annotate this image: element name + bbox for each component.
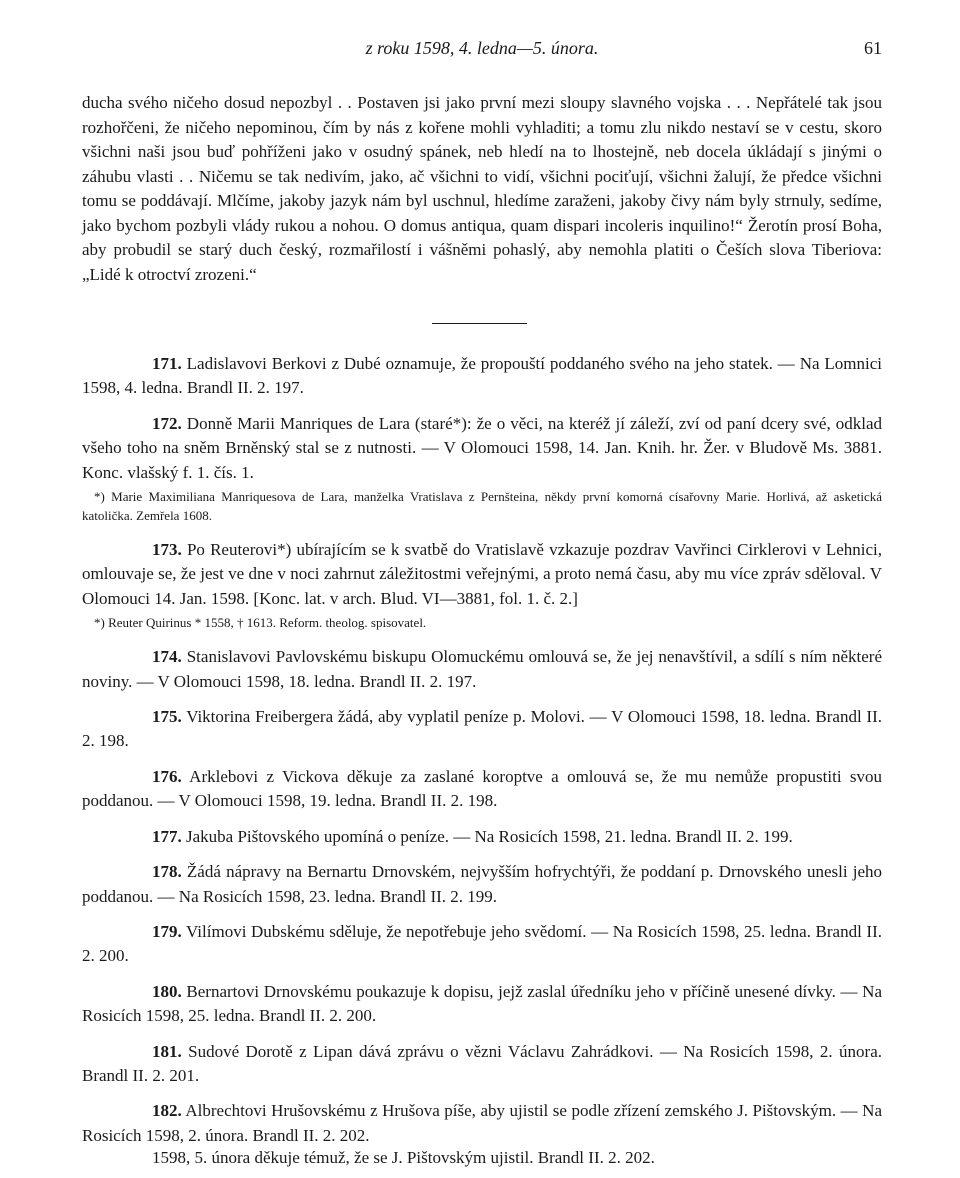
entry-number: 176.: [152, 766, 182, 786]
entry-172: [82, 412, 882, 485]
entry-text: Bernartovi Drnovskému poukazuje k dopisu, jejž zaslal úředníku jeho v příčině unesené dívky. — Na Rosicích 1598, 25. ledna. Brandl II. 2. 200.: [82, 981, 883, 1026]
entry-text: Žádá nápravy na Bernartu Drnovském, nejvyšším hofrychtýři, že poddaní p. Drnovského unesli jeho poddanou. — Na Rosicích 1598, 23. ledna. Brandl II. 2. 199.: [82, 862, 883, 906]
entry-182-continuation: 1598, 5. února děkuje témuž, že se J. Pištovským ujistil. Brandl II. 2. 202.: [152, 1148, 655, 1168]
entries-list: [82, 352, 882, 1170]
entry-text: Ladislavovi Berkovi z Dubé oznamuje, že propouští poddaného svého na jeho statek. — Na Lomnici 1598, 4. ledna. Brandl II. 2. 197.: [82, 354, 882, 398]
entry-text: Albrechtovi Hrušovskému z Hrušova píše, aby ujistil se podle zřízení zemského J. Pištovským. — Na Rosicích 1598, 2. února. Brandl II. 2. 202.: [82, 1101, 883, 1145]
entry-number: 179.: [152, 921, 182, 941]
entry-text: Po Reuterovi*) ubírajícím se k svatbě do Vratislavě vzkazuje pozdrav Vavřinci Cirklerovi v Lehnici, omlouvaje se, že jest ve dne v noci zahrnut záležitostmi veřejnými, a proto nemá času, aby mu více zpráv sděloval. V Olomouci 14. Jan. 1598. [Konc. lat. v arch. Blud. VI—3881, fol. 1. č. 2.]: [82, 540, 882, 608]
entry-176: [82, 765, 882, 814]
entry-text: Arklebovi z Vickova děkuje za zaslané koroptve a omlouvá se, že mu nemůže propustiti svou poddanou. — V Olomouci 1598, 19. ledna. Brandl II. 2. 198.: [82, 766, 883, 811]
entry-number: 181.: [152, 1041, 182, 1061]
running-header: [82, 38, 882, 64]
section-divider: [432, 323, 527, 324]
entry-174: [82, 645, 882, 694]
entry-177: [82, 825, 882, 849]
entry-number: 180.: [152, 981, 182, 1001]
entry-181: [82, 1040, 882, 1089]
entry-number: 177.: [152, 826, 182, 846]
entry-173: [82, 538, 882, 611]
intro-paragraph: ducha svého ničeho dosud nepozbyl . . Postaven jsi jako první mezi sloupy slavného vojska . . . Nepřátelé tak jsou rozhořčeni, že ničeho nepominou, čím by nás z kořene mohli vyhladiti; a tomu zlu nikdo nestaví se v cestu, skoro všichni naši jsou buď pohříženi jako v osudný spánek, neb hledí na to lhostejně, neb docela úkládají s jinými o záhubu vlasti . . Ničemu se tak nedivím, jako, ač všichni to vidí, všichni pociťují, všichni žalují, že předce všichni tomu se poddávají. Mlčíme, jakoby jazyk nám byl uschnul, hledíme zaraženi, jakoby čivy nám byly strnuly, sedíme, jako bychom pozbyli vlády rukou a nohou. O domus antiqua, quam dispari incoleris inquilino!“ Žerotín prosí Boha, aby probudil se starý duch český, rozmařilostí i vášněmi pohaslý, aby nemohla platiti o Češích slova Tiberiova: „Lidé k otroctví zrozeni.“: [82, 93, 882, 284]
entry-text: Jakuba Pištovského upomíná o peníze. — Na Rosicích 1598, 21. ledna. Brandl II. 2. 199.: [186, 826, 793, 846]
entry-number: 171.: [152, 354, 182, 373]
entry-text: Viktorina Freibergera žádá, aby vyplatil peníze p. Molovi. — V Olomouci 1598, 18. ledna. Brandl II. 2. 198.: [82, 707, 882, 751]
entry-179: [82, 920, 882, 969]
running-title: z roku 1598, 4. ledna—5. února.: [365, 38, 599, 58]
entry-number: 173.: [152, 540, 182, 560]
entry-number: 174.: [152, 647, 182, 667]
entry-number: 182.: [152, 1101, 182, 1121]
entry-180: [82, 980, 882, 1029]
entry-number: 178.: [152, 862, 182, 882]
footnote-173: *) Reuter Quirinus * 1558, † 1613. Reform. theolog. spisovatel.: [94, 615, 427, 631]
footnote-172: *) Marie Maximiliana Manriquesova de Lara, manželka Vratislava z Pernšteina, někdy první komorná císařovny Marie. Horlivá, až asketická katolička. Zemřela 1608.: [82, 489, 882, 524]
page-number: 61: [864, 38, 882, 58]
entry-text: Stanislavovi Pavlovskému biskupu Olomuckému omlouvá se, že jej nenavštívil, a sdílí s ním některé noviny. — V Olomouci 1598, 18. ledna. Brandl II. 2. 197.: [82, 647, 882, 691]
entry-182: [82, 1099, 882, 1148]
entry-number: 175.: [152, 707, 182, 727]
entry-171: [82, 352, 882, 401]
entry-text: Donně Marii Manriques de Lara (staré*): že o věci, na kteréž jí záleží, zví od paní dcery své, odklad všeho toho na sněm Brněnský stal se z nutnosti. — V Olomouci 1598, 14. Jan. Knih. hr. Žer. v Bludově Ms. 3881. Konc. vlašský f. 1. čís. 1.: [82, 413, 883, 482]
entry-number: 172.: [152, 413, 182, 433]
entry-text: Vilímovi Dubskému sděluje, že nepotřebuje jeho svědomí. — Na Rosicích 1598, 25. ledna. Brandl II. 2. 200.: [82, 921, 882, 966]
entry-text: Sudové Dorotě z Lipan dává zprávu o vězni Václavu Zahrádkovi. — Na Rosicích 1598, 2. února. Brandl II. 2. 201.: [82, 1041, 882, 1085]
entry-178: [82, 860, 882, 909]
intro-section: [82, 91, 882, 287]
entry-175: [82, 705, 882, 754]
